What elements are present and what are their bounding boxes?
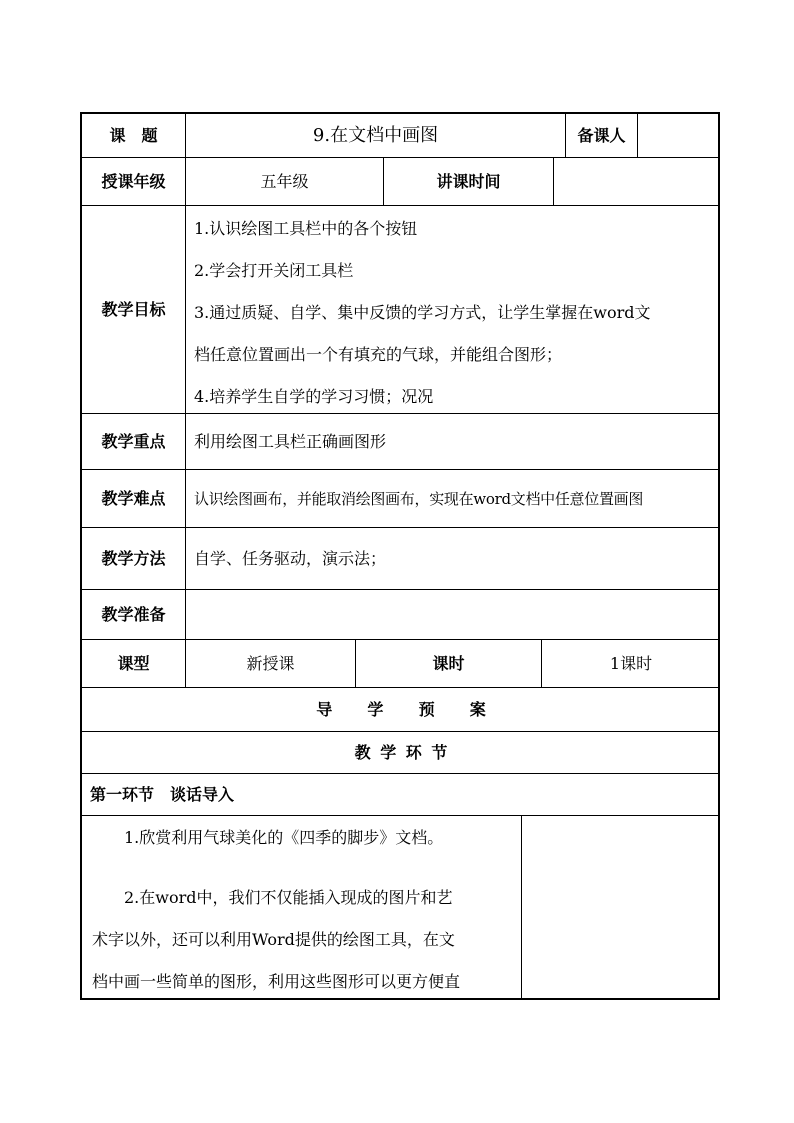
preparation-label: 教学准备 <box>82 590 186 640</box>
step1-paragraph: 术字以外，还可以利用Word提供的绘图工具，在文 <box>92 930 455 949</box>
step1-notes-column <box>522 816 720 1000</box>
grade-value: 五年级 <box>186 158 384 206</box>
objective-line: 2.学会打开关闭工具栏 <box>194 261 354 280</box>
topic-value: 9.在文档中画图 <box>186 114 566 158</box>
methods-label: 教学方法 <box>82 528 186 590</box>
key-points-label: 教学重点 <box>82 414 186 470</box>
lesson-type-value: 新授课 <box>186 640 356 688</box>
objective-line: 档任意位置画出一个有填充的气球，并能组合图形； <box>194 345 563 364</box>
preparer-value <box>638 114 720 158</box>
objective-line: 3.通过质疑、自学、集中反馈的学习方式，让学生掌握在word文 <box>194 303 651 322</box>
preparation-value <box>186 590 720 640</box>
step1-paragraph: 1.欣赏利用气球美化的《四季的脚步》文档。 <box>124 828 444 847</box>
hours-label: 课时 <box>356 640 542 688</box>
objective-line: 4.培养学生自学的学习习惯；况况 <box>194 387 434 406</box>
step1-content <box>82 816 522 1000</box>
grade-label: 授课年级 <box>82 158 186 206</box>
time-label: 讲课时间 <box>384 158 554 206</box>
step1-title: 第一环节 谈话导入 <box>82 774 720 816</box>
key-points-value: 利用绘图工具栏正确画图形 <box>186 414 720 470</box>
process-section-title: 教学环节 <box>82 732 720 774</box>
lesson-plan-table <box>80 112 720 1000</box>
topic-label: 课 题 <box>82 114 186 158</box>
step1-paragraph: 2.在word中，我们不仅能插入现成的图片和艺 <box>124 888 453 907</box>
difficulties-value: 认识绘图画布，并能取消绘图画布，实现在word文档中任意位置画图 <box>186 470 720 528</box>
guide-section-title: 导学预案 <box>82 688 720 732</box>
objectives-label: 教学目标 <box>82 206 186 414</box>
time-value <box>554 158 720 206</box>
objective-line: 1.认识绘图工具栏中的各个按钮 <box>194 219 418 238</box>
methods-value: 自学、任务驱动，演示法； <box>186 528 720 590</box>
preparer-label: 备课人 <box>566 114 638 158</box>
step1-paragraph: 档中画一些简单的图形，利用这些图形可以更方便直 <box>92 972 461 991</box>
difficulties-label: 教学难点 <box>82 470 186 528</box>
hours-value: 1课时 <box>542 640 720 688</box>
lesson-type-label: 课型 <box>82 640 186 688</box>
objectives-content <box>186 206 720 414</box>
